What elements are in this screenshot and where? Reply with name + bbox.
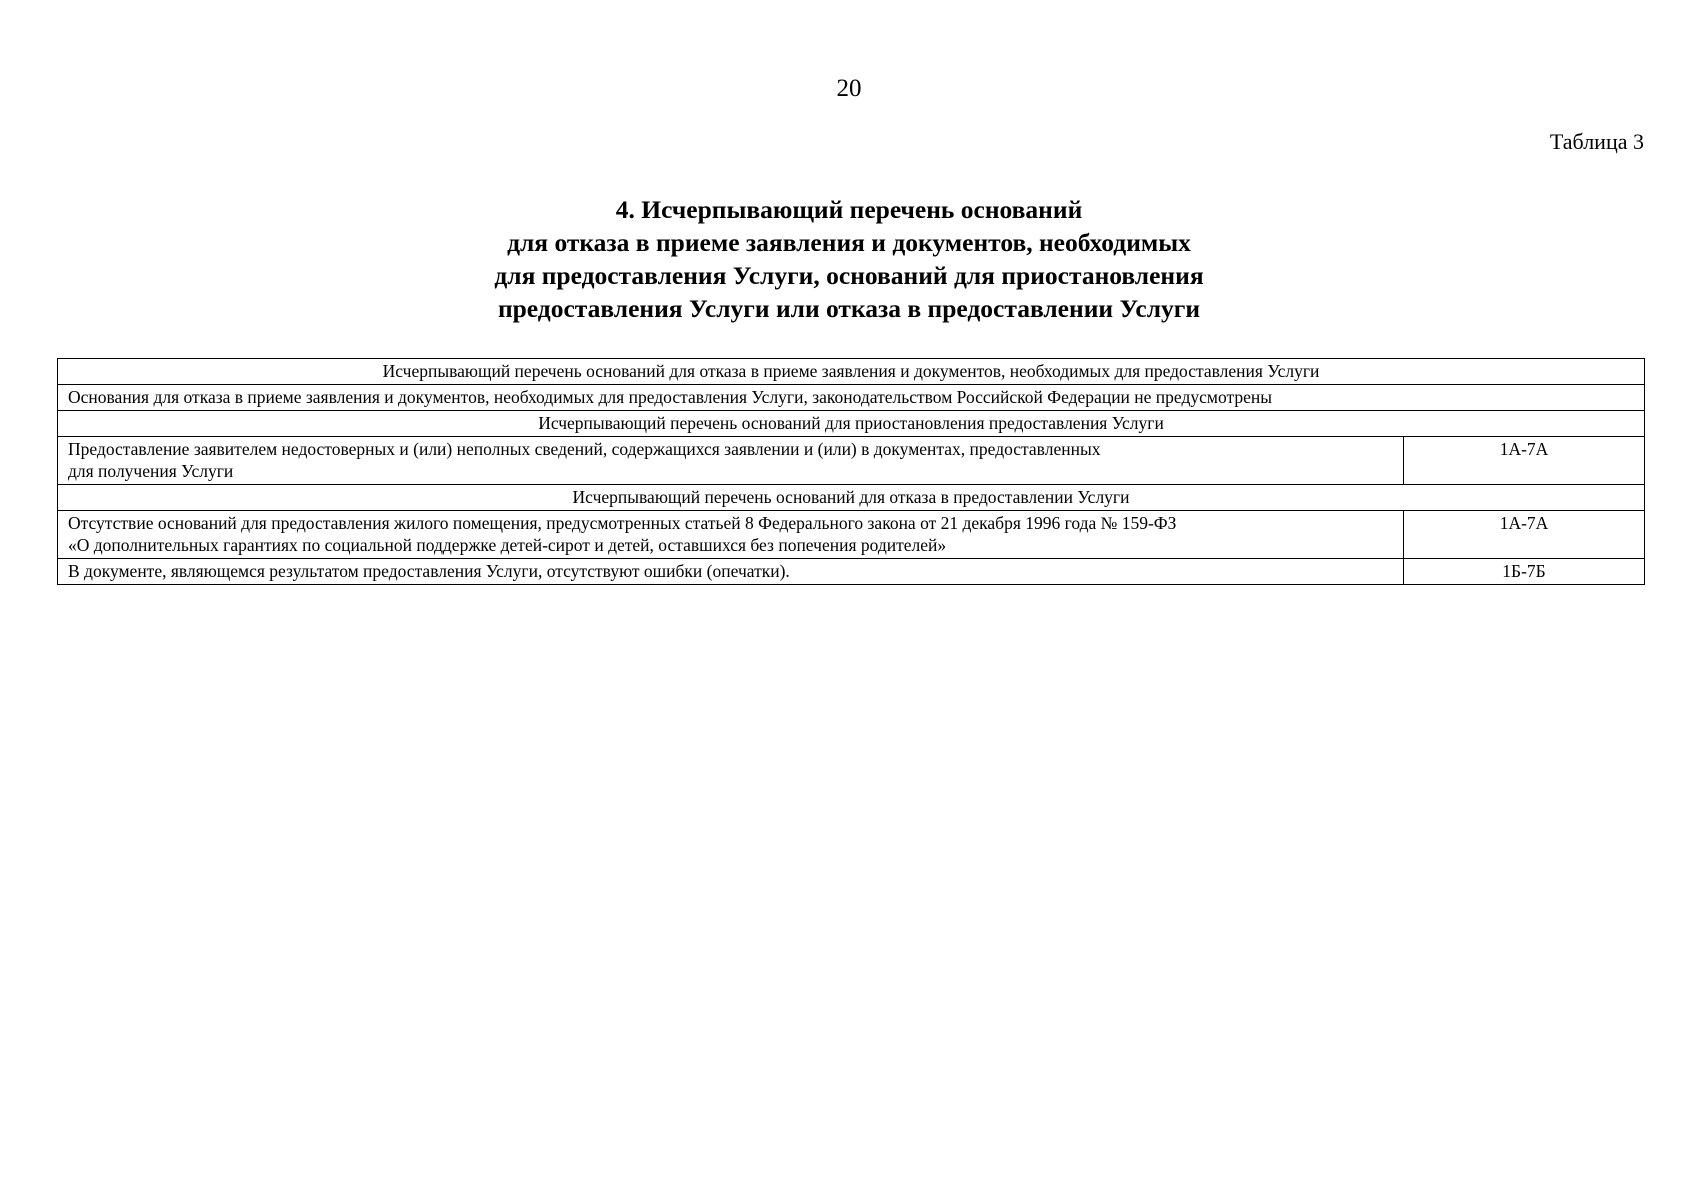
suspension-ground-text <box>58 437 1404 485</box>
grounds-table <box>57 358 1645 585</box>
table-row <box>58 559 1645 585</box>
table-row <box>58 385 1645 411</box>
heading-refusal-service: Исчерпывающий перечень оснований для отказа в предоставлении Услуги <box>58 485 1645 511</box>
table-section-heading-row <box>58 485 1645 511</box>
table-section-heading-row <box>58 359 1645 385</box>
table-row <box>58 437 1645 485</box>
section-title <box>0 193 1698 325</box>
refusal-ground-text <box>58 511 1404 559</box>
section-title-line: 4. Исчерпывающий перечень оснований <box>615 195 1083 224</box>
refusal-ground-text <box>58 559 1404 585</box>
section-title-line: предоставления Услуги или отказа в предоставлении Услуги <box>497 294 1201 323</box>
text-line: В документе, являющемся результатом предоставления Услуги, отсутствуют ошибки (опечатки). <box>68 561 790 581</box>
suspension-ground-code: 1А-7А <box>1404 437 1645 485</box>
text-line: Предоставление заявителем недостоверных и (или) неполных сведений, содержащихся заявлении и (или) в документах, предоставленных <box>68 439 1101 459</box>
table-row <box>58 511 1645 559</box>
text-line: для получения Услуги <box>68 461 234 481</box>
table-section-heading-row <box>58 411 1645 437</box>
refusal-ground-code: 1А-7А <box>1404 511 1645 559</box>
refusal-ground-code: 1Б-7Б <box>1404 559 1645 585</box>
text-line: Отсутствие оснований для предоставления жилого помещения, предусмотренных статьей 8 Федерального закона от 21 декабря 1996 года № 159-ФЗ <box>68 513 1177 533</box>
text-line: «О дополнительных гарантиях по социальной поддержке детей-сирот и детей, оставшихся без попечения родителей» <box>68 535 947 555</box>
no-grounds-text: Основания для отказа в приеме заявления и документов, необходимых для предоставления Услуги, законодательством Российской Федерации не предусмотрены <box>58 385 1645 411</box>
heading-suspension: Исчерпывающий перечень оснований для приостановления предоставления Услуги <box>58 411 1645 437</box>
page-number: 20 <box>836 75 862 102</box>
heading-refusal-acceptance: Исчерпывающий перечень оснований для отказа в приеме заявления и документов, необходимых для предоставления Услуги <box>58 359 1645 385</box>
table-label: Таблица 3 <box>1549 129 1644 154</box>
section-title-line: для отказа в приеме заявления и документов, необходимых <box>507 228 1191 257</box>
section-title-line: для предоставления Услуги, оснований для приостановления <box>494 261 1204 290</box>
